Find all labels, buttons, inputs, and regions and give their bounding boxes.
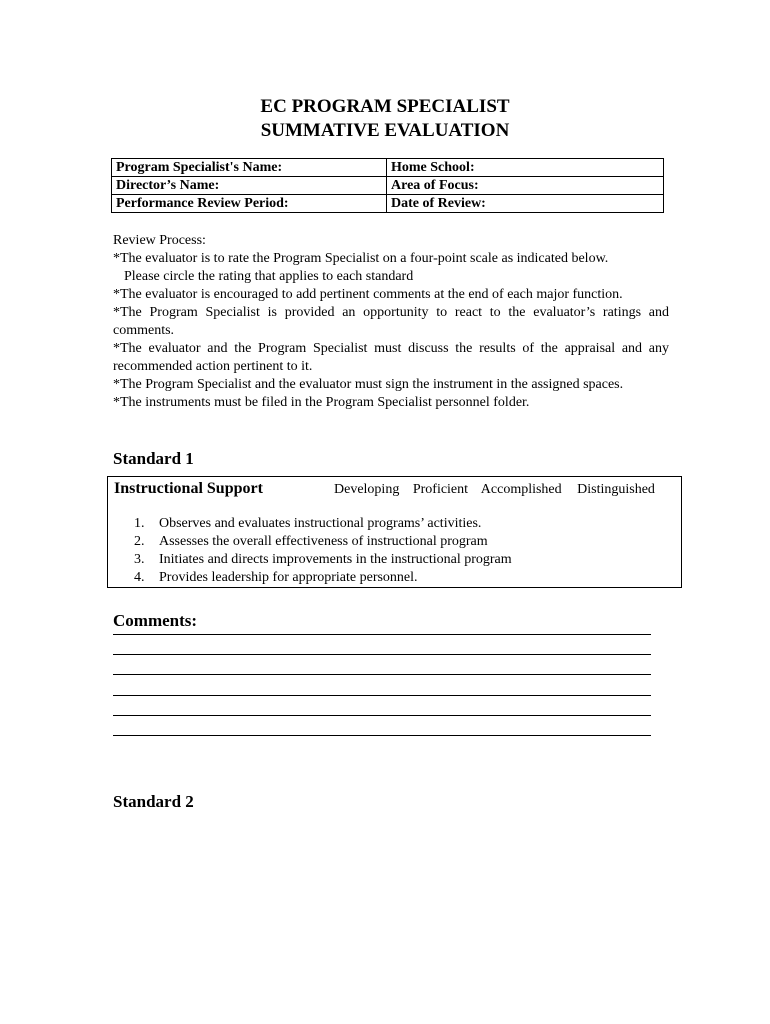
review-process-line: *The instruments must be filed in the Program Specialist personnel folder. <box>113 395 530 410</box>
item-text: Provides leadership for appropriate personnel. <box>159 570 418 585</box>
review-process-line: *The Program Specialist is provided an opportunity to react to the evaluator’s ratings and comments. <box>113 305 669 338</box>
review-process-line: Please circle the rating that applies to each standard <box>124 269 414 284</box>
comment-line[interactable] <box>113 674 651 675</box>
review-process-line: *The evaluator is to rate the Program Specialist on a four-point scale as indicated below. <box>113 251 609 266</box>
item-text: Initiates and directs improvements in the instructional program <box>159 552 512 567</box>
list-item <box>134 569 512 587</box>
rating-accomplished[interactable]: Accomplished <box>480 482 562 497</box>
rating-developing[interactable]: Developing <box>334 482 400 497</box>
comment-line[interactable] <box>113 715 651 716</box>
info-row <box>112 159 664 177</box>
list-item <box>134 515 512 533</box>
item-number: 2. <box>134 534 145 549</box>
info-row <box>112 195 664 213</box>
comments-heading: Comments: <box>113 611 198 630</box>
review-process-line: *The Program Specialist and the evaluator must sign the instrument in the assigned spaces. <box>113 377 624 392</box>
item-number: 1. <box>134 516 145 531</box>
list-item <box>134 551 512 569</box>
date-of-review-label: Date of Review: <box>387 195 664 213</box>
item-number: 4. <box>134 570 145 585</box>
review-process <box>113 232 669 412</box>
comment-line[interactable] <box>113 735 651 736</box>
review-process-line: *The evaluator is encouraged to add pertinent comments at the end of each major function. <box>113 287 623 302</box>
comment-lines[interactable] <box>113 634 651 755</box>
standard-1-box <box>107 476 682 588</box>
item-text: Observes and evaluates instructional programs’ activities. <box>159 516 482 531</box>
area-of-focus-label: Area of Focus: <box>387 177 664 195</box>
document-title-line-2: SUMMATIVE EVALUATION <box>260 120 510 141</box>
info-row <box>112 177 664 195</box>
standard-2-heading: Standard 2 <box>113 792 194 811</box>
item-number: 3. <box>134 552 145 567</box>
comment-line[interactable] <box>113 634 651 635</box>
item-text: Assesses the overall effectiveness of instructional program <box>159 534 488 549</box>
program-specialist-name-label: Program Specialist's Name: <box>112 159 387 177</box>
comment-line[interactable] <box>113 695 651 696</box>
document-title-line-1: EC PROGRAM SPECIALIST <box>260 96 510 117</box>
review-process-heading: Review Process: <box>113 233 206 248</box>
list-item <box>134 533 512 551</box>
comment-line[interactable] <box>113 654 651 655</box>
standard-1-name: Instructional Support <box>114 480 263 497</box>
performance-review-period-label: Performance Review Period: <box>112 195 387 213</box>
rating-proficient[interactable]: Proficient <box>412 482 469 497</box>
home-school-label: Home School: <box>387 159 664 177</box>
standard-1-items <box>134 515 512 587</box>
rating-distinguished[interactable]: Distinguished <box>577 482 655 497</box>
info-table <box>111 158 664 213</box>
director-name-label: Director’s Name: <box>112 177 387 195</box>
rating-scale <box>334 482 665 498</box>
review-process-line: *The evaluator and the Program Specialist must discuss the results of the appraisal and any recommended action pertinent to it. <box>113 341 669 374</box>
standard-1-heading: Standard 1 <box>113 449 194 468</box>
